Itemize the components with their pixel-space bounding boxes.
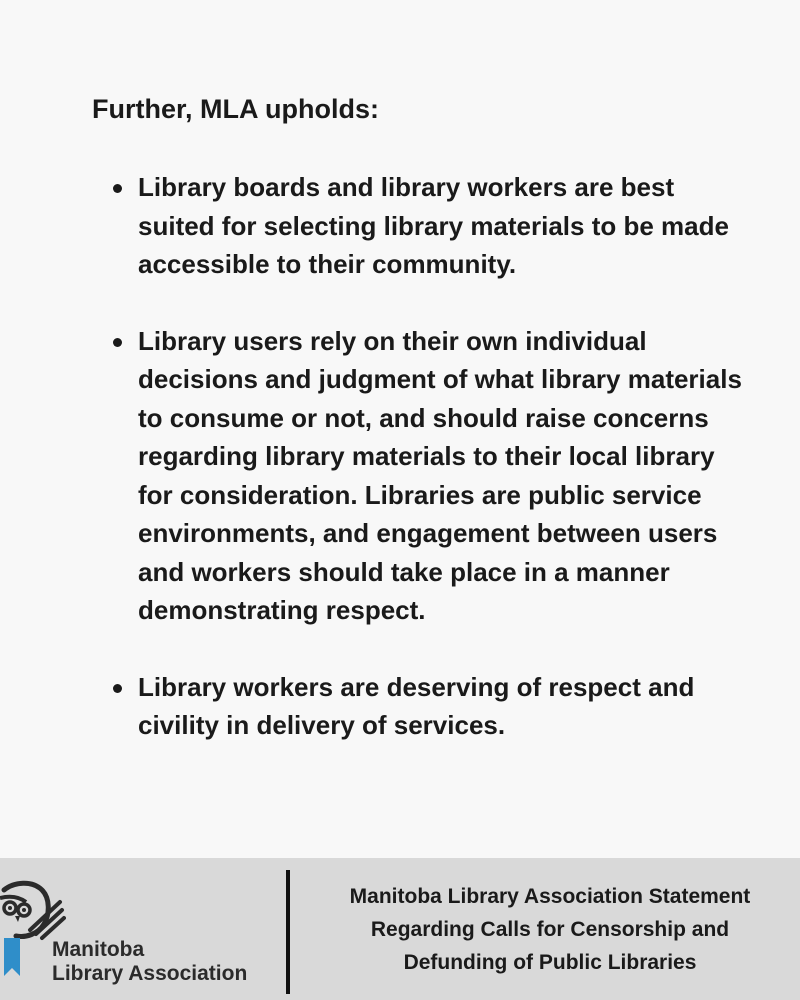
- list-item-text: Library workers are deserving of respect and civility in delivery of services.: [138, 671, 695, 740]
- list-item: [138, 668, 753, 745]
- logo-line-2: Library Association: [52, 962, 248, 985]
- footer-banner: [0, 858, 800, 1000]
- footer-divider: [286, 870, 290, 994]
- list-item: [138, 168, 753, 284]
- logo-line-1: Manitoba: [52, 938, 145, 961]
- bullet-icon: [113, 338, 122, 347]
- statement-title-line-2: Regarding Calls for Censorship and: [370, 918, 730, 941]
- intro-heading: Further, MLA upholds:: [92, 94, 379, 124]
- statement-title-line-3: Defunding of Public Libraries: [403, 951, 697, 974]
- list-item-text: Library boards and library workers are best suited for selecting library materials to be made accessible to their community.: [138, 172, 729, 279]
- statement-title-line-1: Manitoba Library Association Statement: [349, 885, 751, 908]
- bullet-icon: [113, 684, 122, 693]
- bullet-icon: [113, 184, 122, 193]
- list-item-text: Library users rely on their own individual decisions and judgment of what library materials to consume or not, and should raise concerns regarding library materials to their local library for consideration. Libraries are public service environments, and engagement between users and workers should take place in a manner demonstrating respect.: [138, 325, 742, 625]
- list-item: [138, 322, 753, 630]
- statement-title: [300, 880, 800, 979]
- logo-wordmark: [52, 938, 247, 986]
- upholds-list: [138, 168, 753, 783]
